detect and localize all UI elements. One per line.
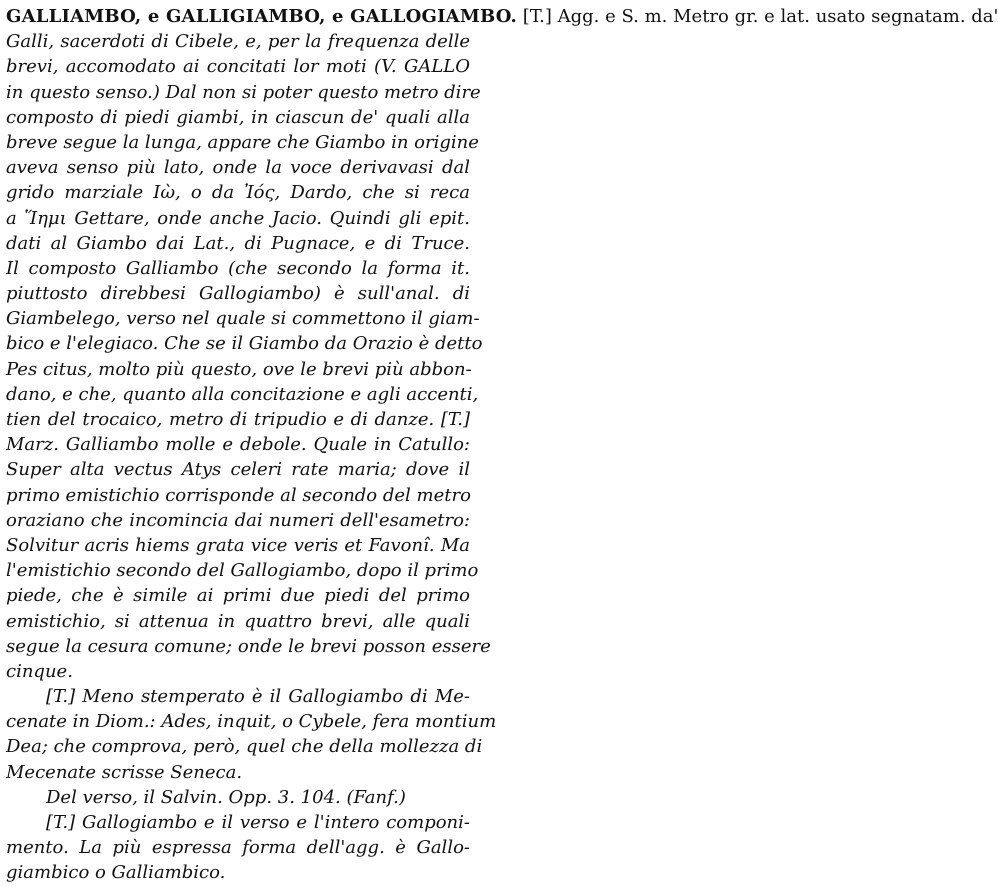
entry-line: piuttosto direbbesi Gallogiambo) è sull'anal. di: [6, 283, 470, 305]
entry-line: l'emistichio secondo del Gallogiambo, dopo il primo: [6, 560, 479, 582]
entry-line: a Ἵημι Gettare, onde anche Jacio. Quindi gli epit.: [6, 207, 470, 229]
entry-line: Del verso, il Salvin. Opp. 3. 104. (Fanf.): [46, 786, 406, 808]
entry-line: mento. La più espressa forma dell'agg. è Gallo-: [6, 837, 470, 859]
entry-line: grido marziale Iὼ, o da Ἰός, Dardo, che si reca: [6, 182, 470, 204]
entry-line: piede, che è simile ai primi due piedi del primo: [6, 585, 470, 607]
entry-line-text: [T.] Agg. e S. m. Metro gr. e lat. usato segnatam. da': [522, 6, 998, 27]
entry-line: Giambelego, verso nel quale si commettono il giam-: [6, 308, 480, 330]
entry-line: Solvitur acris hiems grata vice veris et Favonî. Ma: [6, 534, 470, 556]
entry-line: aveva senso più lato, onde la voce derivavasi dal: [6, 157, 470, 179]
dictionary-entry: [6, 4, 998, 886]
entry-headword: GALLIAMBO, e GALLIGIAMBO, e GALLOGIAMBO.: [6, 6, 518, 27]
entry-line: [T.] Meno stemperato è il Gallogiambo di Me-: [46, 686, 470, 708]
entry-line: Dea; che comprova, però, quel che della mollezza di: [6, 736, 483, 758]
entry-line: [T.] Gallogiambo e il verso e l'intero componi-: [46, 812, 470, 833]
entry-line: tien del trocaico, metro di tripudio e di danze. [T.]: [6, 409, 470, 430]
entry-line: cenate in Diom.: Ades, inquit, o Cybele, fera montium: [6, 711, 497, 733]
entry-line: segue la cesura comune; onde le brevi posson essere: [6, 635, 491, 657]
entry-line: dano, e che, quanto alla concitazione e agli accenti,: [6, 383, 479, 405]
entry-line: emistichio, si attenua in quattro brevi, alle quali: [6, 610, 470, 632]
entry-line: giambico o Galliambico.: [6, 862, 226, 884]
entry-line: composto di piedi giambi, in ciascun de' quali alla: [6, 106, 470, 128]
entry-line: Super alta vectus Atys celeri rate maria; dove il: [6, 459, 470, 481]
entry-line: Mecenate scrisse Seneca.: [6, 761, 243, 783]
entry-line: breve segue la lunga, appare che Giambo in origine: [6, 131, 479, 153]
entry-line: bico e l'elegiaco. Che se il Giambo da Orazio è detto: [6, 333, 483, 355]
entry-line: in questo senso.) Dal non si poter questo metro dire: [6, 81, 481, 103]
entry-line: Marz. Galliambo molle e debole. Quale in Catullo:: [6, 434, 470, 456]
entry-line: Galli, sacerdoti di Cibele, e, per la frequenza delle: [6, 31, 470, 53]
entry-line-1: [6, 4, 998, 29]
entry-line: brevi, accomodato ai concitati lor moti (V. GALLO: [6, 56, 470, 78]
entry-line: Il composto Galliambo (che secondo la forma it.: [6, 257, 470, 279]
entry-line: Pes citus, molto più questo, ove le brevi più abbon-: [6, 358, 472, 380]
entry-line: oraziano che incomincia dai numeri dell'esametro:: [6, 509, 470, 531]
entry-line: primo emistichio corrisponde al secondo del metro: [6, 484, 471, 506]
entry-line: dati al Giambo dai Lat., di Pugnace, e di Truce.: [6, 232, 470, 254]
entry-line: cinque.: [6, 660, 73, 682]
